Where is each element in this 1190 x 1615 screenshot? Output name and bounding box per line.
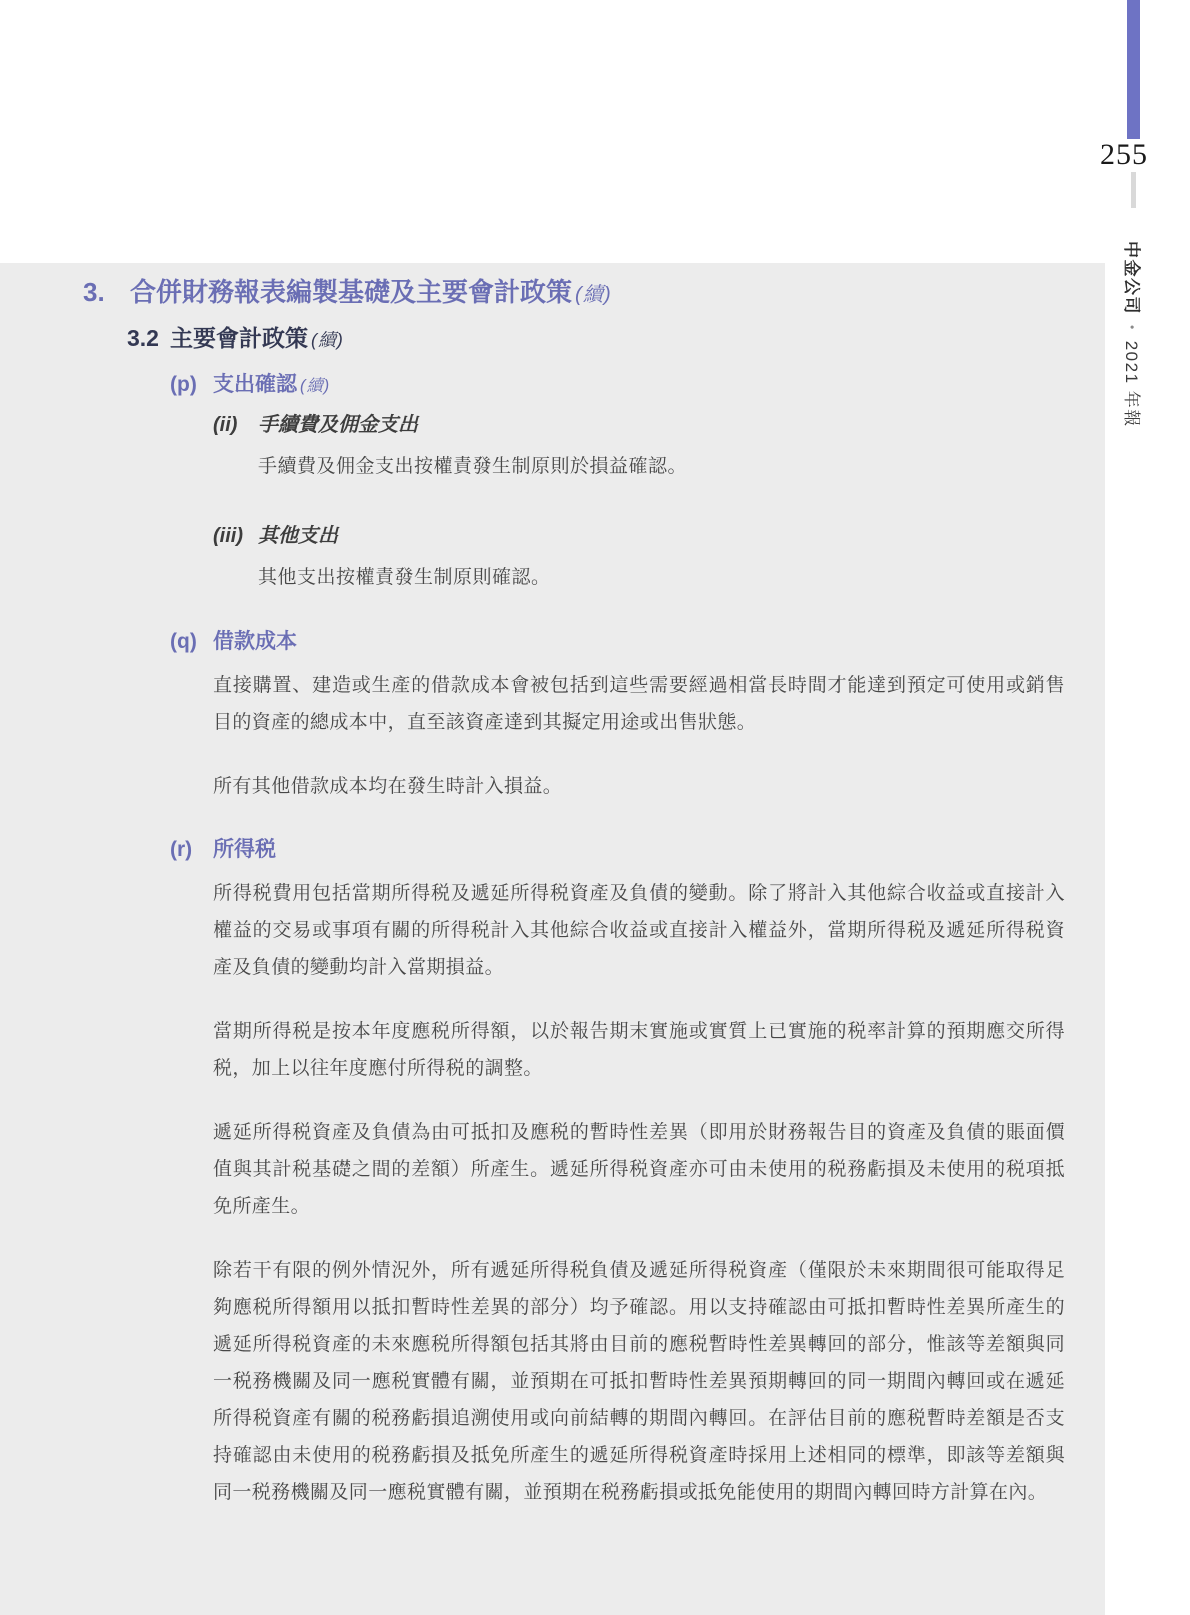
- item-r-paragraph: 所得税費用包括當期所得税及遞延所得税資產及負債的變動。除了將計入其他綜合收益或直接計入權益的交易或事項有關的所得税計入其他綜合收益或直接計入權益外，當期所得税及遞延所得税資產及負債的變動均計入當期損益。: [213, 883, 1065, 978]
- subitem-iii-title: 其他支出: [258, 525, 338, 547]
- item-q-title: 借款成本: [213, 630, 297, 653]
- subsection-title: 主要會計政策: [170, 325, 308, 351]
- subitem-ii-label: (ii): [213, 414, 238, 436]
- section-number: 3.: [83, 277, 105, 307]
- item-q-paragraph: 所有其他借款成本均在發生時計入損益。: [213, 776, 563, 797]
- item-p-title: 支出確認: [213, 373, 297, 396]
- page-number-divider: [1131, 172, 1136, 208]
- section-continued: (續): [575, 284, 612, 306]
- report-year: 2021 年報: [1122, 340, 1141, 428]
- item-r-heading: [170, 836, 1105, 863]
- subitem-ii-heading: [213, 412, 1105, 438]
- item-q-heading: [170, 628, 1105, 655]
- item-p-heading: [170, 371, 1105, 400]
- company-name: 中金公司: [1122, 241, 1141, 315]
- subitem-iii-label: (iii): [213, 525, 243, 547]
- section-title-wrap: [130, 276, 612, 311]
- subsection-number: 3.2: [127, 325, 159, 351]
- subsection-heading: [127, 324, 1105, 355]
- subitem-ii-title: 手續費及佣金支出: [258, 414, 418, 436]
- item-p-continued: (續): [300, 377, 331, 395]
- item-r-paragraph: 當期所得税是按本年度應税所得額，以於報告期末實施或實質上已實施的税率計算的預期應交所得税，加上以往年度應付所得税的調整。: [213, 1021, 1065, 1079]
- item-p-title-wrap: [213, 371, 330, 400]
- item-r-title: 所得税: [213, 838, 276, 861]
- subsection-title-wrap: [170, 324, 344, 355]
- item-r-label: (r): [170, 838, 193, 861]
- subitem-iii-heading: [213, 523, 1105, 549]
- page-number: 255: [1100, 138, 1148, 171]
- item-q-paragraph: 直接購置、建造或生產的借款成本會被包括到這些需要經過相當長時間才能達到預定可使用或銷售目的資產的總成本中，直至該資產達到其擬定用途或出售狀態。: [213, 675, 1065, 733]
- item-r-paragraph: 除若干有限的例外情況外，所有遞延所得税負債及遞延所得税資產（僅限於未來期間很可能取得足夠應税所得額用以抵扣暫時性差異的部分）均予確認。用以支持確認由可抵扣暫時性差異所產生的遞延所得税資產的未來應税所得額包括其將由目前的應税暫時性差異轉回的部分，惟該等差額與同一税務機關及同一應税實體有關，並預期在可抵扣暫時性差異預期轉回的同一期間內轉回或在遞延所得税資產有關的税務虧損追溯使用或向前結轉的期間內轉回。在評估目前的應税暫時差額是否支持確認由未使用的税務虧損及抵免所產生的遞延所得税資產時採用上述相同的標準，即該等差額與同一税務機關及同一應税實體有關，並預期在税務虧損或抵免能使用的期間內轉回時方計算在內。: [213, 1260, 1065, 1503]
- subsection-continued: (續): [311, 330, 344, 350]
- item-q-label: (q): [170, 630, 197, 653]
- subitem-ii-body: 手續費及佣金支出按權責發生制原則於損益確認。: [258, 456, 688, 477]
- separator-dot-icon: •: [1125, 325, 1139, 331]
- item-r-paragraph: 遞延所得税資產及負債為由可抵扣及應税的暫時性差異（即用於財務報告目的資產及負債的賬面價值與其計税基礎之間的差額）所產生。遞延所得税資產亦可由未使用的税務虧損及未使用的税項抵免所產生。: [213, 1122, 1065, 1217]
- section-title: 合併財務報表編製基礎及主要會計政策: [130, 277, 573, 307]
- section-heading: [83, 276, 1105, 311]
- subitem-iii-body: 其他支出按權責發生制原則確認。: [258, 567, 551, 588]
- content-panel: [0, 263, 1105, 1615]
- report-vertical-caption: [1121, 241, 1146, 428]
- accent-bar: [1127, 0, 1140, 139]
- item-p-label: (p): [170, 373, 197, 396]
